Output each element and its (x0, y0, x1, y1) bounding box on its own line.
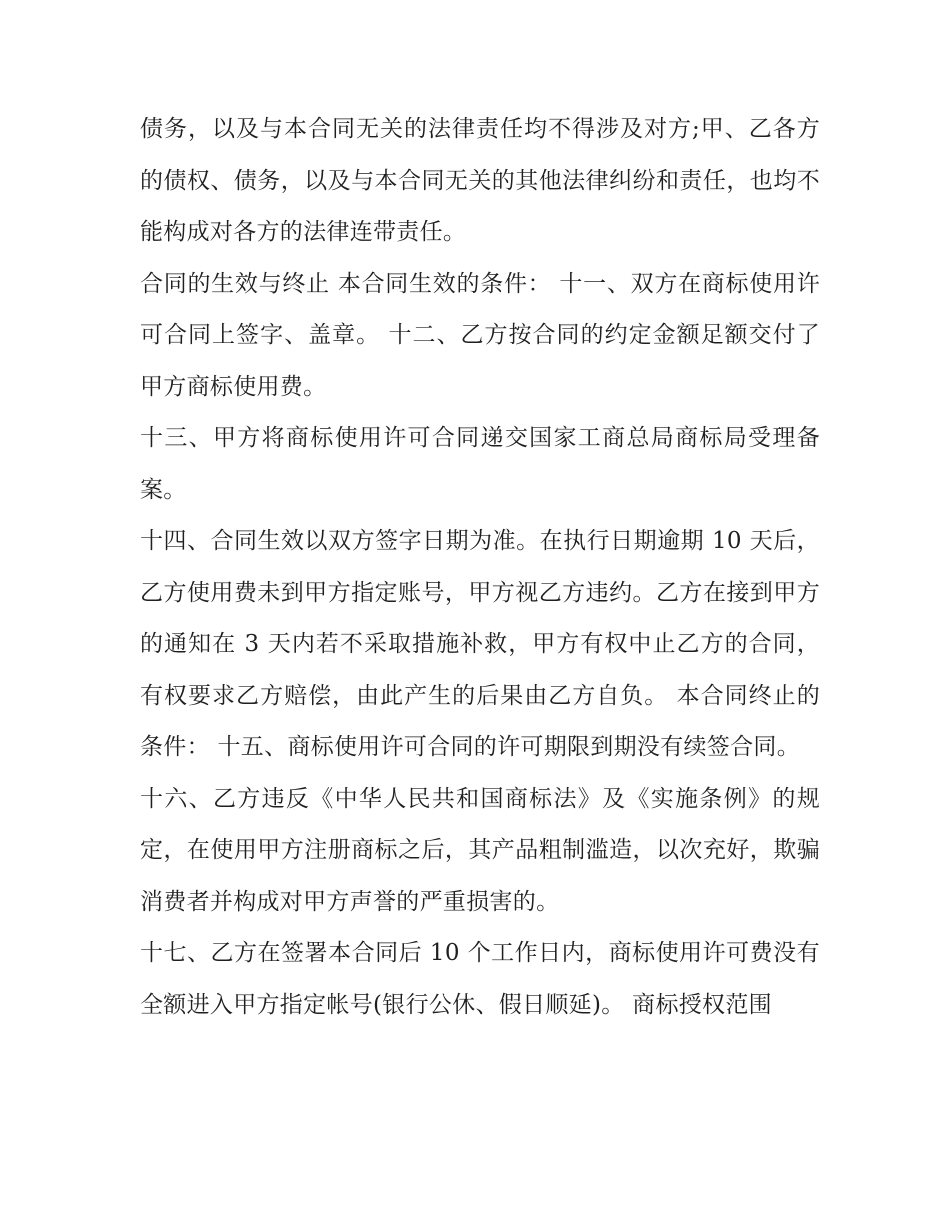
paragraph-clause-16: 十六、乙方违反《中华人民共和国商标法》及《实施条例》的规定，在使用甲方注册商标之后，其产品粗制滥造，以次充好，欺骗消费者并构成对甲方声誉的严重损害的。 (140, 785, 820, 915)
document-body (140, 104, 820, 1031)
paragraph-clause-14-15: 十四、合同生效以双方签字日期为准。在执行日期逾期 10 天后，乙方使用费未到甲方指定账号，甲方视乙方违约。乙方在接到甲方的通知在 3 天内若不采取措施补救，甲方有权中止乙方的合同，有权要求乙方赔偿，由此产生的后果由乙方自负。 本合同终止的条件： 十五、商标使用许可合同的许可期限到期没有续签合同。 (140, 528, 820, 760)
paragraph-clause-17: 十七、乙方在签署本合同后 10 个工作日内，商标使用许可费没有全额进入甲方指定帐号(银行公休、假日顺延)。 商标授权范围 (140, 940, 820, 1018)
paragraph-effect-conditions: 合同的生效与终止 本合同生效的条件： 十一、双方在商标使用许可合同上签字、盖章。 十二、乙方按合同的约定金额足额交付了甲方商标使用费。 (140, 270, 820, 400)
paragraph-liability: 债务，以及与本合同无关的法律责任均不得涉及对方;甲、乙各方的债权、债务，以及与本合同无关的其他法律纠纷和责任，也均不能构成对各方的法律连带责任。 (140, 116, 820, 245)
paragraph-clause-13: 十三、甲方将商标使用许可合同递交国家工商总局商标局受理备案。 (140, 425, 820, 503)
